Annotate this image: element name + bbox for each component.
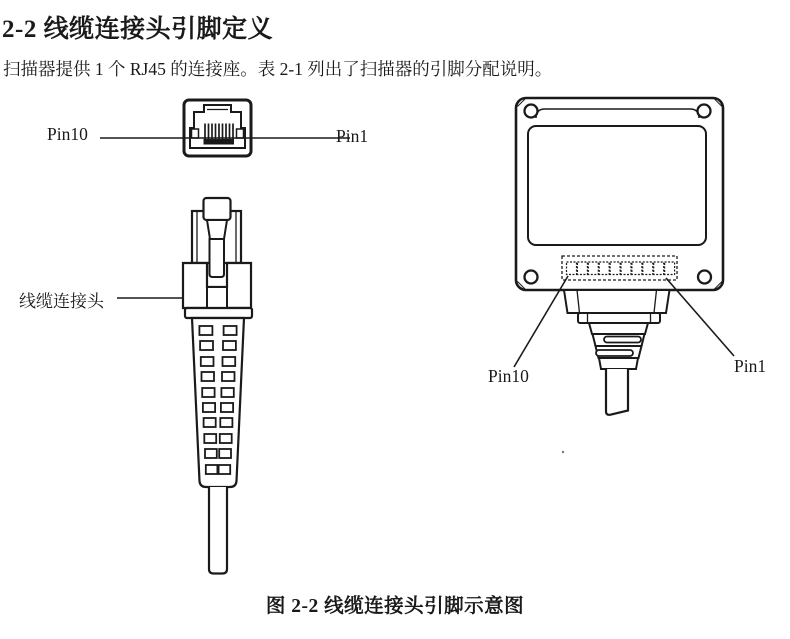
print-speck (562, 451, 564, 453)
scanner-pin1-label: Pin1 (734, 356, 767, 376)
cable-connector-label: 线缆连接头 (19, 292, 104, 311)
jack-pin10-label: Pin10 (47, 124, 88, 144)
scanner-rear-drawing (514, 98, 734, 453)
scanner-pin10-label: Pin10 (488, 366, 529, 386)
strain-relief-boot (589, 323, 648, 369)
figure-caption: 图 2-2 线缆连接头引脚示意图 (265, 596, 525, 617)
jack-pin1-label: Pin1 (336, 126, 369, 146)
rj45-socket-drawing (100, 100, 350, 156)
intro-paragraph: 扫描器提供 1 个 RJ45 的连接座。表 2-1 列出了扫描器的引脚分配说明。 (3, 59, 553, 79)
mount-block (564, 290, 670, 313)
plug-latch-tab (204, 198, 231, 220)
scanner-cable (606, 369, 628, 415)
section-heading: 2-2 线缆连接头引脚定义 (2, 16, 274, 43)
cable-connector-drawing (117, 198, 252, 574)
scanner-window (528, 126, 706, 245)
mount-flange (578, 313, 660, 323)
plug-cable (209, 487, 227, 574)
plug-flange (185, 308, 252, 318)
